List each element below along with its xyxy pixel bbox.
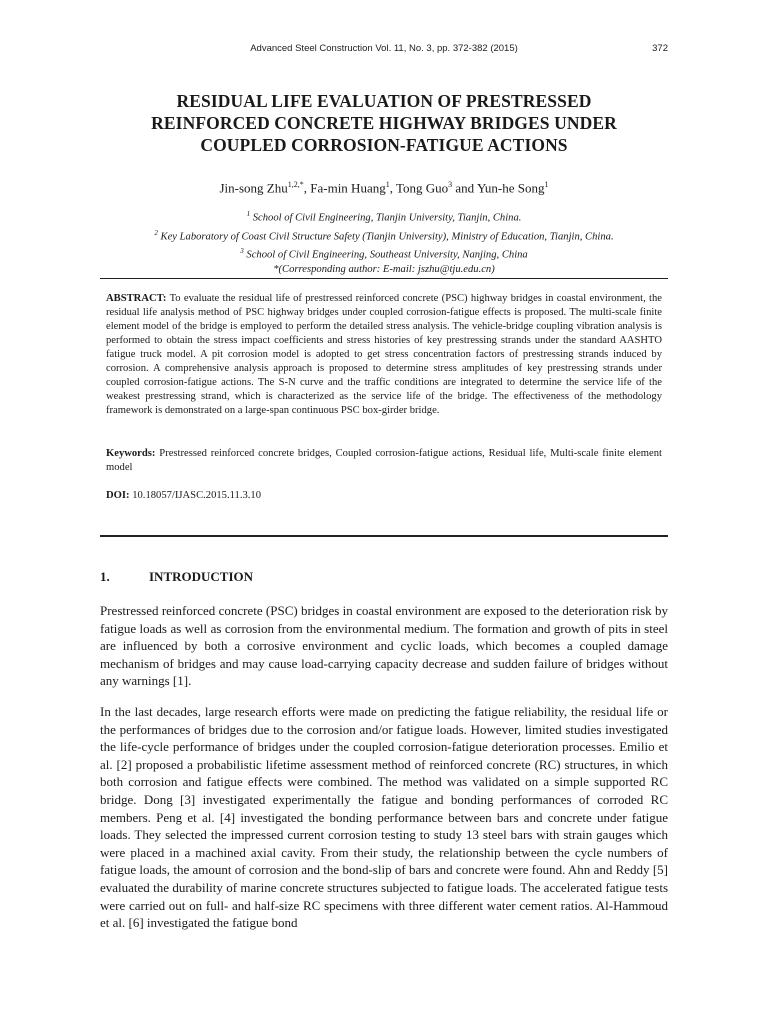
paper-title	[100, 90, 668, 156]
author-affiliation-mark: 1	[544, 180, 549, 189]
title-line: COUPLED CORROSION-FATIGUE ACTIONS	[200, 135, 568, 155]
body-paragraph: In the last decades, large research efforts were made on predicting the fatigue reliability, the residual life or the performances of bridges due to the corrosion and/or fatigue loads. However, limited studies investigated the life-cycle performance of bridges under the coupled corrosion-fatigue deterioration processes. Emilio et al. [2] proposed a probabilistic lifetime assessment method of reinforced concrete (RC) structures, in which both corrosion and fatigue effects were combined. The method was validated on a simple supported RC bridge. Dong [3] investigated experimentally the fatigue and bonding performances of corroded RC members. Peng et al. [4] investigated the bonding performance between bars and concrete under fatigue loads. They selected the impressed current corrosion testing to study 13 steel bars with strain gauges which were placed in a machined axial cavity. From their study, the relationship between the cycle numbers of fatigue loads, the amount of corrosion and the bond-slip of bars and concrete were found. Ahn and Reddy [5] evaluated the durability of marine concrete structures subjected to fatigue loads. The accelerated fatigue tests were carried out on full- and half-size RC specimens with three different water cement ratios. Al-Hammoud et al. [6] investigated the fatigue bond	[100, 704, 668, 931]
affiliation-mark: 1	[246, 210, 251, 218]
author-list	[100, 177, 668, 196]
affiliation-list	[100, 207, 668, 277]
author-affiliation-mark: 3	[448, 180, 453, 189]
corresponding-author	[100, 263, 668, 277]
abstract	[106, 292, 662, 418]
affiliation	[100, 244, 668, 263]
affiliation-text: Key Laboratory of Coast Civil Structure Safety (Tianjin University), Ministry of Education, Tianjin, China.	[160, 231, 614, 243]
doi-link[interactable]: 10.18057/IJASC.2015.11.3.10	[132, 490, 262, 501]
affiliation	[100, 226, 668, 245]
doi-label: DOI:	[106, 490, 130, 501]
author-name: Jin-song Zhu	[219, 180, 288, 196]
body-paragraph: Prestressed reinforced concrete (PSC) bridges in coastal environment are exposed to the deterioration risk by fatigue loads as well as corrosion from the environmental medium. The formation and growth of pits in steel are influenced by both a corrosive environment and cyclic loads, which becomes a coupled damage mechanism of bridges and may cause load-carrying capacity decrease and sudden failure of bridges without any warnings [1].	[100, 603, 668, 689]
doi	[106, 489, 662, 503]
author-affiliation-mark: 1,2,*	[287, 180, 304, 189]
running-header	[100, 43, 668, 57]
author-name: Tong Guo	[395, 180, 449, 196]
author-name: Fa-min Huang	[310, 180, 386, 196]
keywords-text: Prestressed reinforced concrete bridges, Coupled corrosion-fatigue actions, Residual life, Multi-scale finite element model	[106, 448, 662, 473]
keywords-label: Keywords:	[106, 448, 156, 459]
affiliation-text: School of Civil Engineering, Southeast University, Nanjing, China	[246, 249, 528, 261]
divider	[100, 535, 668, 537]
abstract-label: ABSTRACT:	[106, 293, 167, 304]
section-title: INTRODUCTION	[149, 569, 254, 584]
author-separator: ,	[389, 180, 396, 196]
keywords	[106, 447, 662, 475]
section-number: 1.	[100, 569, 110, 584]
author-separator: ,	[303, 180, 311, 196]
title-line: REINFORCED CONCRETE HIGHWAY BRIDGES UNDER	[151, 113, 617, 133]
affiliation-mark: 2	[154, 228, 158, 237]
divider	[100, 278, 668, 279]
section-heading	[100, 569, 253, 585]
affiliation-text: *(Corresponding author: E-mail: jszhu@tju.edu.cn)	[273, 263, 495, 275]
author-name: Yun-he Song	[476, 180, 545, 196]
affiliation-text: School of Civil Engineering, Tianjin University, Tianjin, China.	[252, 212, 522, 224]
title-line: RESIDUAL LIFE EVALUATION OF PRESTRESSED	[176, 91, 592, 111]
affiliation	[100, 207, 668, 226]
abstract-text: To evaluate the residual life of prestressed reinforced concrete (PSC) highway bridges in coastal environment, the residual life analysis method of PSC highway bridges under coupled corrosion-fatigue effects is proposed. The multi-scale finite element model of the bridge is employed to perform the detailed stress analysis. The vehicle-bridge coupling vibration analysis is performed to obtain the stress impact coefficients and stress histories of key prestressing strands under the standard AASHTO fatigue truck model. A pit corrosion model is adopted to get stress concentration factors of prestressing strands induced by corrosion. A comprehensive analysis approach is proposed to determine stress amplitudes of key prestressing strands under coupled corrosion-fatigue actions. The S-N curve and the traffic conditions are integrated to determine the service life of the weakest prestressing strand, which is characterized as the service life of the bridge. The effectiveness of the methodology framework is demonstrated on a large-span continuous PSC box-girder bridge.	[106, 293, 662, 416]
affiliation-mark: 3	[240, 247, 244, 256]
journal-citation: Advanced Steel Construction Vol. 11, No. 3, pp. 372-382 (2015)	[250, 43, 518, 54]
author-separator: and	[452, 180, 477, 196]
page-number: 372	[652, 43, 668, 54]
author-affiliation-mark: 1	[385, 180, 390, 189]
